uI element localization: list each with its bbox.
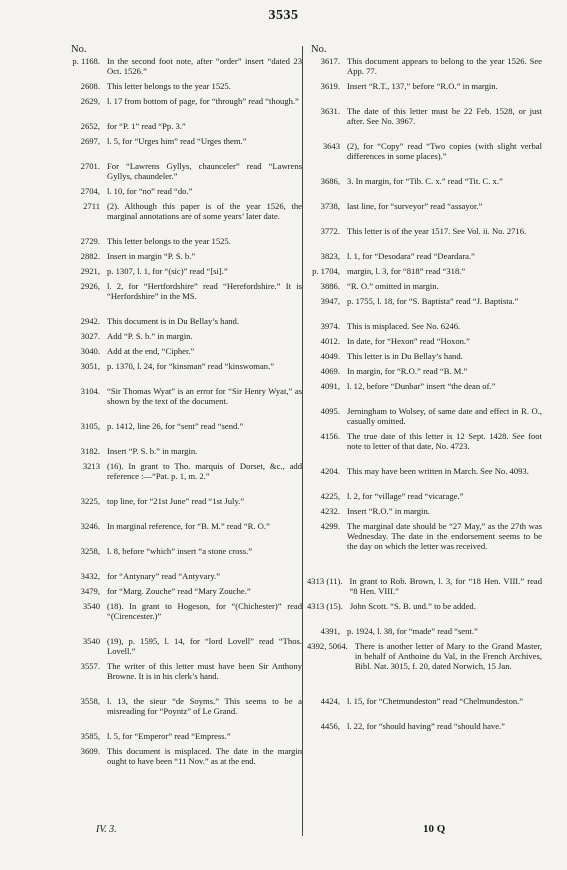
entry-correction-text: top line, for “21st June” read “1st July.” (107, 496, 245, 506)
entry-correction-text: margin, l. 3, for “818” read “318.” (347, 266, 466, 276)
entry-reference-number: 3225, (80, 496, 100, 506)
entry-correction-text: l. 15, for “Chetmundeston” read “Chelmundeston.” (347, 696, 524, 706)
entry-correction-text: Insert “R.O.” in margin. (347, 506, 430, 516)
erratum-entry (307, 81, 542, 101)
entry-correction-text: l. 5, for “Emperor” read “Empress.” (107, 731, 231, 741)
entry-correction-text: The true date of this letter is 12 Sept. 1428. See foot note to letter of that date, No. 4723. (347, 431, 542, 451)
entry-correction-text: l. 17 from bottom of page, for “through” read “though.” (107, 96, 299, 106)
entry-reference-number: 4225, (320, 491, 340, 501)
entry-correction-text: l. 22, for “should having” read “should have.” (347, 721, 505, 731)
erratum-entry (67, 731, 302, 741)
entry-correction-text: l. 10, for “no” read “do.” (107, 186, 193, 196)
entry-reference-number: 2704, (80, 186, 100, 196)
entry-reference-number: 3947, (320, 296, 340, 306)
entry-reference-number: 3738, (320, 201, 340, 211)
erratum-entry (67, 601, 302, 631)
entry-correction-text: “Sir Thomas Wyat” is an error for “Sir Henry Wyat,” as shown by the text of the document. (107, 386, 302, 406)
entry-reference-number: 4424, (320, 696, 340, 706)
entry-reference-number: 2711 (83, 201, 100, 211)
erratum-entry (307, 176, 542, 196)
entry-reference-number: 4232. (320, 506, 340, 516)
entry-correction-text: In grant to Rob. Brown, l. 3, for “18 Hen. VIII.” read “8 Hen. VIII.” (349, 576, 542, 596)
entry-correction-text: 3. In margin, for “Tib. C. x.” read “Tit. C. x.” (347, 176, 503, 186)
entry-reference-number: 4392, 5064. (307, 641, 348, 651)
entry-correction-text: l. 2, for “village” read “vicarage.” (347, 491, 464, 501)
left-column-header: No. (71, 44, 87, 55)
right-column-header: No. (311, 44, 327, 55)
erratum-entry (307, 626, 542, 636)
entry-reference-number: 4313 (11). (307, 576, 343, 586)
entry-reference-number: 4049. (320, 351, 340, 361)
entry-reference-number: 4299. (320, 521, 340, 531)
erratum-entry (307, 351, 542, 361)
entry-correction-text: In the second foot note, after “order” insert “dated 23 Oct. 1526.” (107, 56, 302, 76)
entry-correction-text: for “Antynary” read “Antyvary.” (107, 571, 221, 581)
erratum-entry (307, 696, 542, 716)
erratum-entry (67, 266, 302, 276)
entry-reference-number: 3105, (80, 421, 100, 431)
entry-reference-number: 4156. (320, 431, 340, 441)
right-column (307, 44, 542, 746)
entry-correction-text: This may have been written in March. See No. 4093. (347, 466, 529, 476)
entry-correction-text: Insert in margin “P. S. b.” (107, 251, 196, 261)
erratum-entry (307, 226, 542, 246)
entry-correction-text: p. 1924, l. 38, for “made” read “sent.” (347, 626, 478, 636)
erratum-entry (67, 746, 302, 776)
entry-correction-text: (2), for “Copy” read “Two copies (with slight verbal differences in some places).” (347, 141, 542, 161)
entry-reference-number: 3540 (82, 636, 100, 646)
erratum-entry (307, 601, 542, 621)
erratum-entry (307, 406, 542, 426)
erratum-entry (67, 346, 302, 356)
entry-reference-number: 2701. (80, 161, 100, 171)
entry-correction-text: The date of this letter must be 22 Feb. 1528, or just after. See No. 3967. (347, 106, 542, 126)
signature-mark: IV. 3. (96, 824, 117, 835)
entry-reference-number: 2729. (80, 236, 100, 246)
entry-correction-text: John Scott. “S. B. und.” to be added. (349, 601, 476, 611)
entry-reference-number: p. 1168. (72, 56, 100, 66)
entry-reference-number: 3772. (320, 226, 340, 236)
entry-correction-text: This is misplaced. See No. 6246. (347, 321, 461, 331)
entry-correction-text: In date, for “Hexon” read “Hoxon.” (347, 336, 470, 346)
entry-correction-text: Insert “P. S. b.” in margin. (107, 446, 198, 456)
entry-reference-number: 3027. (80, 331, 100, 341)
entry-correction-text: “R. O.” omitted in margin. (347, 281, 439, 291)
erratum-entry (307, 336, 542, 346)
erratum-entry (67, 586, 302, 596)
entry-reference-number: 3246. (80, 521, 100, 531)
erratum-entry (67, 96, 302, 116)
entry-correction-text: p. 1307, l. 1, for “(sic)” read “[si].” (107, 266, 228, 276)
erratum-entry (67, 636, 302, 656)
entry-reference-number: 2608. (80, 81, 100, 91)
entry-reference-number: 3558, (80, 696, 100, 706)
erratum-entry (67, 56, 302, 76)
entry-reference-number: 4069. (320, 366, 340, 376)
entry-correction-text: for “Marg. Zouche” read “Mary Zouche.” (107, 586, 251, 596)
entry-reference-number: 3213 (82, 461, 100, 471)
left-entry-list (67, 56, 302, 776)
entry-correction-text: This letter is in Du Bellay’s hand. (347, 351, 463, 361)
erratum-entry (67, 521, 302, 541)
entry-reference-number: 3104. (80, 386, 100, 396)
column-divider (302, 46, 303, 836)
erratum-entry (307, 641, 542, 691)
entry-correction-text: for “P. 1” read “Pp. 3.” (107, 121, 186, 131)
erratum-entry (67, 186, 302, 196)
folio-mark: 10 Q (423, 823, 446, 835)
entry-reference-number: 3631. (320, 106, 340, 116)
erratum-entry (307, 466, 542, 486)
entry-reference-number: 3609. (80, 746, 100, 756)
erratum-entry (307, 576, 542, 596)
entry-reference-number: 3040. (80, 346, 100, 356)
entry-correction-text: The writer of this letter must have been Sir Anthony Browne. It is in his clerk’s hand. (107, 661, 302, 681)
entry-correction-text: This letter is of the year 1517. See Vol. ii. No. 2716. (347, 226, 527, 236)
erratum-entry (307, 506, 542, 516)
erratum-entry (67, 421, 302, 441)
erratum-entry (307, 56, 542, 76)
entry-correction-text: For “Lawrens Gyllys, chaunceler” read “Lawrens Gyllys, chaundeler.” (107, 161, 302, 181)
entry-reference-number: 2926, (80, 281, 100, 291)
erratum-entry (67, 361, 302, 381)
erratum-entry (307, 266, 542, 276)
entry-correction-text: Add at the end, “Cipher.” (107, 346, 195, 356)
erratum-entry (67, 696, 302, 726)
entry-reference-number: 3886. (320, 281, 340, 291)
erratum-entry (67, 331, 302, 341)
erratum-entry (307, 141, 542, 171)
entry-reference-number: 3557. (80, 661, 100, 671)
erratum-entry (307, 321, 542, 331)
entry-reference-number: 3974. (320, 321, 340, 331)
erratum-entry (307, 381, 542, 401)
entry-correction-text: This document appears to belong to the year 1526. See App. 77. (347, 56, 542, 76)
entry-reference-number: 2629, (80, 96, 100, 106)
page-number: 3535 (268, 8, 299, 23)
entry-correction-text: (2). Although this paper is of the year 1526, the marginal annotations are of some years’ later date. (107, 201, 302, 221)
entry-reference-number: 3540 (82, 601, 100, 611)
erratum-entry (307, 431, 542, 461)
entry-correction-text: (16). In grant to Tho. marquis of Dorset, &c., add reference :—“Pat. p. 1, m. 2.” (107, 461, 302, 481)
erratum-entry (307, 521, 542, 571)
entry-reference-number: 4391, (320, 626, 340, 636)
erratum-entry (307, 251, 542, 261)
erratum-entry (67, 496, 302, 516)
entry-correction-text: p. 1755, l. 18, for “S. Baptista” read “J. Baptista.” (347, 296, 519, 306)
entry-reference-number: 2882. (80, 251, 100, 261)
erratum-entry (67, 661, 302, 691)
entry-reference-number: 4456, (320, 721, 340, 731)
entry-reference-number: 2652, (80, 121, 100, 131)
entry-reference-number: 4313 (15). (307, 601, 343, 611)
entry-correction-text: l. 13, the sieur “de Soyms.” This seems to be a misreading for “Poyntz” of Le Grand. (107, 696, 302, 716)
erratum-entry (67, 316, 302, 326)
erratum-entry (307, 296, 542, 316)
entry-correction-text: l. 5, for “Urges him” read “Urges them.” (107, 136, 247, 146)
entry-reference-number: 2942. (80, 316, 100, 326)
entry-reference-number: 2921, (80, 266, 100, 276)
erratum-entry (67, 461, 302, 491)
erratum-entry (67, 546, 302, 566)
entry-correction-text: (19), p. 1595, l. 14, for “lord Lovell” read “Thos. Lovell.” (107, 636, 302, 656)
entry-reference-number: 4012. (320, 336, 340, 346)
erratum-entry (67, 81, 302, 91)
erratum-entry (67, 236, 302, 246)
entry-reference-number: 3643 (322, 141, 340, 151)
entry-reference-number: 3051, (80, 361, 100, 371)
entry-reference-number: 3686, (320, 176, 340, 186)
erratum-entry (307, 366, 542, 376)
erratum-entry (67, 121, 302, 131)
erratum-entry (67, 161, 302, 181)
entry-correction-text: In marginal reference, for “B. M.” read “R. O.” (107, 521, 270, 531)
left-column (67, 44, 302, 781)
entry-correction-text: last line, for “surveyor” read “assayor.” (347, 201, 483, 211)
entry-correction-text: In margin, for “R.O.” read “B. M.” (347, 366, 468, 376)
erratum-entry (307, 491, 542, 501)
erratum-entry (307, 281, 542, 291)
entry-reference-number: 3585, (80, 731, 100, 741)
entry-correction-text: l. 8, before “which” insert “a stone cross.” (107, 546, 253, 556)
entry-correction-text: p. 1370, l. 24, for “kinsman” read “kinswoman.” (107, 361, 275, 371)
entry-reference-number: 3619. (320, 81, 340, 91)
entry-correction-text: l. 1, for “Desodara” read “Deardara.” (347, 251, 475, 261)
erratum-entry (307, 201, 542, 221)
erratum-entry (67, 251, 302, 261)
entry-correction-text: The marginal date should be “27 May,” as the 27th was Wednesday. The date in the endorsement seems to be the day on which the letter was received. (347, 521, 542, 551)
entry-reference-number: 3182. (80, 446, 100, 456)
entry-reference-number: 3432, (80, 571, 100, 581)
erratum-entry (67, 201, 302, 231)
entry-reference-number: 3823, (320, 251, 340, 261)
entry-correction-text: Jerningham to Wolsey, of same date and effect in R. O., casually omitted. (347, 406, 542, 426)
right-entry-list (307, 56, 542, 741)
erratum-entry (67, 281, 302, 311)
entry-correction-text: Insert “R.T., 137,” before “R.O.” in margin. (347, 81, 498, 91)
entry-reference-number: 3258, (80, 546, 100, 556)
erratum-entry (307, 721, 542, 741)
entry-reference-number: 2697, (80, 136, 100, 146)
entry-correction-text: (18). In grant to Hogeson, for “(Chichester)” read “(Cirencester.)” (107, 601, 302, 621)
entry-reference-number: p. 1704, (312, 266, 340, 276)
entry-correction-text: l. 12, before “Dunbar” insert “the dean of.” (347, 381, 496, 391)
entry-correction-text: Add “P. S. b.” in margin. (107, 331, 193, 341)
entry-correction-text: This document is misplaced. The date in the margin ought to have been “11 Nov.” as at the end. (107, 746, 302, 766)
entry-correction-text: p. 1412, line 26, for “sent” read “send.” (107, 421, 244, 431)
entry-correction-text: This document is in Du Bellay’s hand. (107, 316, 239, 326)
entry-reference-number: 4204. (320, 466, 340, 476)
erratum-entry (307, 106, 542, 136)
entry-correction-text: This letter belongs to the year 1525. (107, 236, 231, 246)
erratum-entry (67, 571, 302, 581)
entry-reference-number: 3479, (80, 586, 100, 596)
erratum-entry (67, 386, 302, 416)
erratum-entry (67, 446, 302, 456)
entry-reference-number: 3617. (320, 56, 340, 66)
entry-correction-text: l. 2, for “Hertfordshire” read “Herefordshire.” It is “Herfordshire” in the MS. (107, 281, 302, 301)
erratum-entry (67, 136, 302, 156)
entry-reference-number: 4091, (320, 381, 340, 391)
entry-reference-number: 4095. (320, 406, 340, 416)
entry-correction-text: There is another letter of Mary to the Grand Master, in behalf of Anthoine du Val, in the French Archives, Bibl. Nat. 3015, f. 20, dated Norwich, 15 Jan. (354, 641, 542, 671)
entry-correction-text: This letter belongs to the year 1525. (107, 81, 231, 91)
